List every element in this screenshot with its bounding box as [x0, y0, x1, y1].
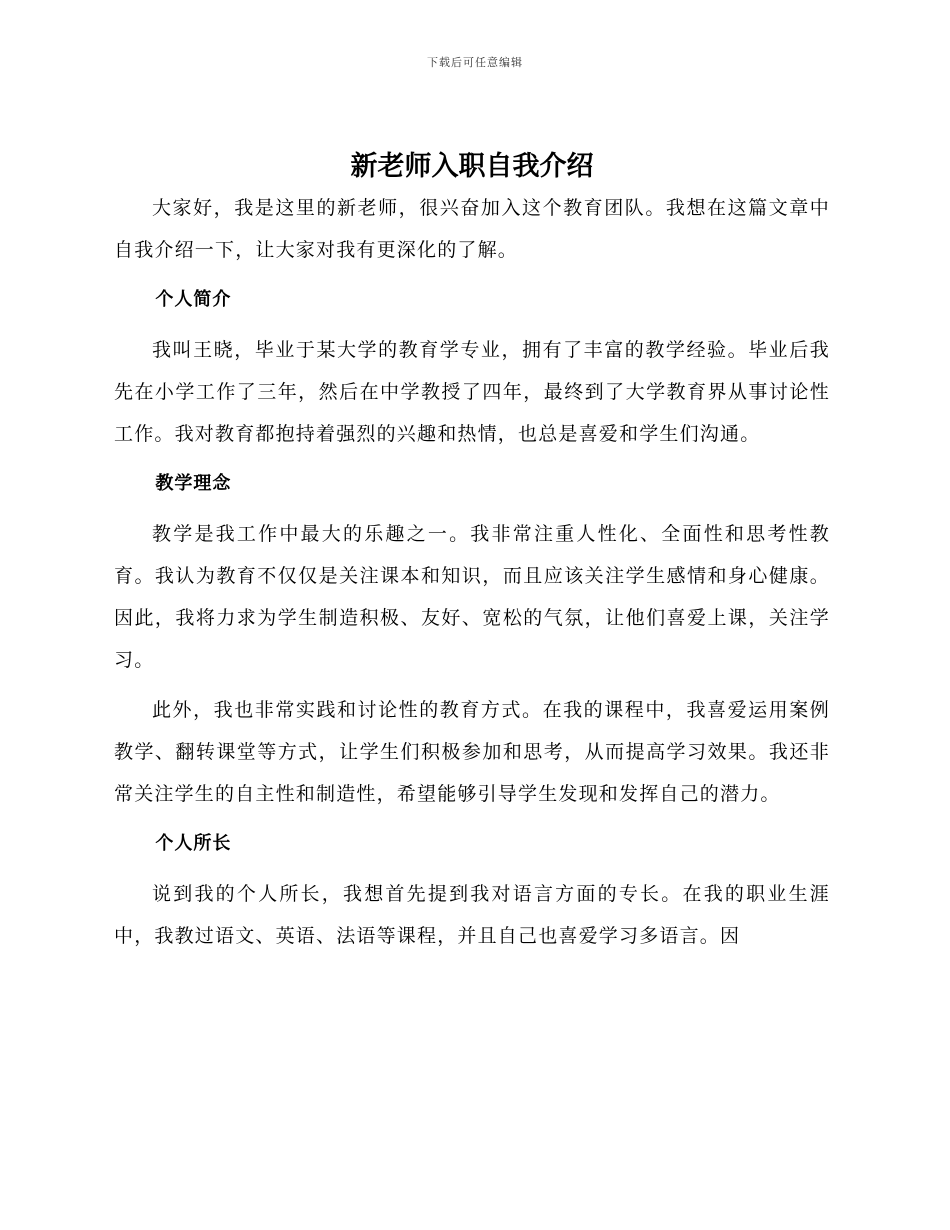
section-paragraph: 我叫王晓，毕业于某大学的教育学专业，拥有了丰富的教学经验。毕业后我先在小学工作了三年，然后在中学教授了四年，最终到了大学教育界从事讨论性工作。我对教育都抱持着强烈的兴趣和热情，也总是喜爱和学生们沟通。 — [114, 339, 830, 445]
section-paragraph: 教学是我工作中最大的乐趣之一。我非常注重人性化、全面性和思考性教育。我认为教育不仅仅是关注课本和知识，而且应该关注学生感情和身心健康。因此，我将力求为学生制造积极、友好、宽松的气氛，让他们喜爱上课，关注学习。 — [114, 523, 830, 671]
section-heading: 教学理念 — [155, 473, 232, 494]
section-paragraph: 说到我的个人所长，我想首先提到我对语言方面的专长。在我的职业生涯中，我教过语文、英语、法语等课程，并且自己也喜爱学习多语言。因 — [114, 883, 830, 947]
section-paragraph: 此外，我也非常实践和讨论性的教育方式。在我的课程中，我喜爱运用案例教学、翻转课堂等方式，让学生们积极参加和思考，从而提高学习效果。我还非常关注学生的自主性和制造性，希望能够引导学生发现和发挥自己的潜力。 — [114, 699, 830, 805]
document-body — [114, 147, 830, 957]
header-note: 下载后可任意编辑 — [427, 56, 523, 69]
section-teaching-philosophy — [114, 463, 830, 815]
section-heading: 个人所长 — [155, 833, 232, 854]
section-strengths — [114, 823, 830, 957]
section-heading: 个人简介 — [155, 289, 232, 310]
document-title: 新老师入职自我介绍 — [350, 151, 594, 182]
section-profile — [114, 279, 830, 455]
intro-paragraph: 大家好，我是这里的新老师，很兴奋加入这个教育团队。我想在这篇文章中自我介绍一下，让大家对我有更深化的了解。 — [114, 197, 830, 261]
